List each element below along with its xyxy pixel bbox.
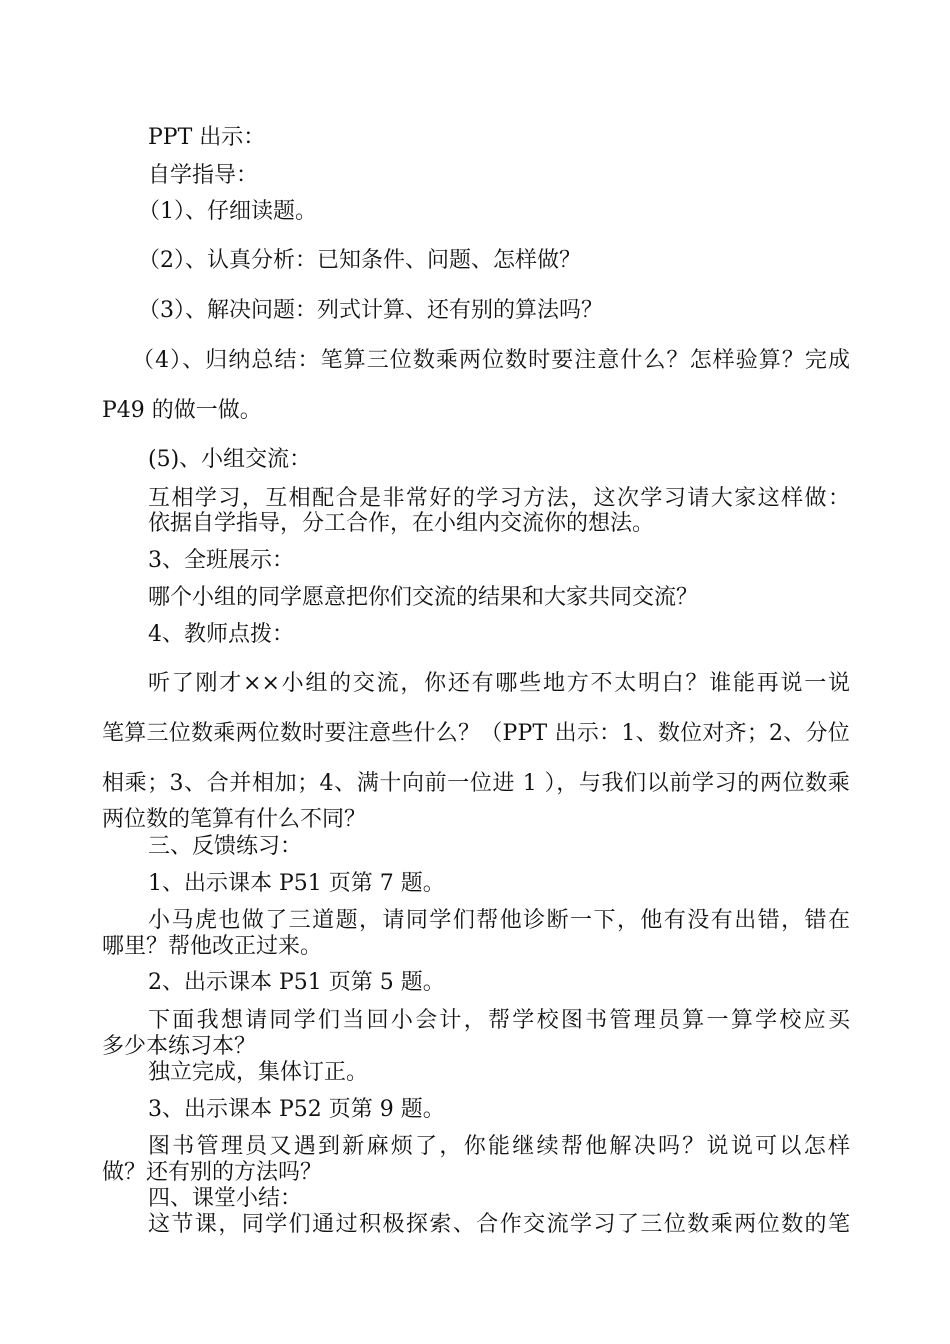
text-line: 小马虎也做了三道题，请同学们帮他诊断一下，他有没有出错，错在 — [148, 908, 850, 933]
section-heading: 四、课堂小结： — [148, 1186, 303, 1211]
text-line: P49 的做一做。 — [102, 398, 262, 423]
text-line: 哪里？帮他改正过来。 — [102, 934, 323, 959]
text-line: 互相学习，互相配合是非常好的学习方法，这次学习请大家这样做： — [148, 486, 850, 511]
text-line: 独立完成，集体订正。 — [148, 1060, 369, 1085]
text-line: (5)、小组交流： — [148, 447, 312, 472]
text-line: 依据自学指导，分工合作，在小组内交流你的想法。 — [148, 511, 655, 536]
text-line: 自学指导： — [148, 163, 259, 188]
text-line: 3、出示课本 P52 页第 9 题。 — [148, 1097, 445, 1122]
text-line: 听了刚才××小组的交流，你还有哪些地方不太明白？谁能再说一说 — [148, 671, 850, 696]
text-line: 哪个小组的同学愿意把你们交流的结果和大家共同交流？ — [148, 585, 699, 610]
text-line: 做？还有别的方法吗？ — [102, 1160, 323, 1185]
text-line: （3）、解决问题：列式计算、还有别的算法吗？ — [138, 298, 603, 323]
text-line: 1、出示课本 P51 页第 7 题。 — [148, 871, 445, 896]
text-line: 两位数的笔算有什么不同？ — [102, 807, 367, 832]
text-line: 下面我想请同学们当回小会计，帮学校图书管理员算一算学校应买 — [148, 1008, 850, 1033]
text-line: 3、全班展示： — [148, 548, 294, 573]
text-line: 2、出示课本 P51 页第 5 题。 — [148, 970, 445, 995]
section-heading: 三、反馈练习： — [148, 834, 303, 859]
text-line: 图书管理员又遇到新麻烦了，你能继续帮他解决吗？说说可以怎样 — [148, 1134, 850, 1159]
text-line: PPT 出示： — [148, 125, 266, 150]
text-line: 多少本练习本？ — [102, 1034, 257, 1059]
text-line: 笔算三位数乘两位数时要注意些什么？（PPT 出示：1、数位对齐；2、分位 — [102, 721, 850, 746]
text-line: （4）、归纳总结：笔算三位数乘两位数时要注意什么？怎样验算？完成 — [132, 348, 850, 373]
text-line: （1）、仔细读题。 — [138, 199, 317, 224]
text-line: 4、教师点拨： — [148, 622, 294, 647]
text-line: （2）、认真分析：已知条件、问题、怎样做？ — [138, 248, 581, 273]
text-line: 相乘；3、合并相加；4、满十向前一位进 1 ），与我们以前学习的两位数乘 — [102, 771, 850, 796]
text-line: 这节课，同学们通过积极探索、合作交流学习了三位数乘两位数的笔 — [148, 1212, 850, 1237]
